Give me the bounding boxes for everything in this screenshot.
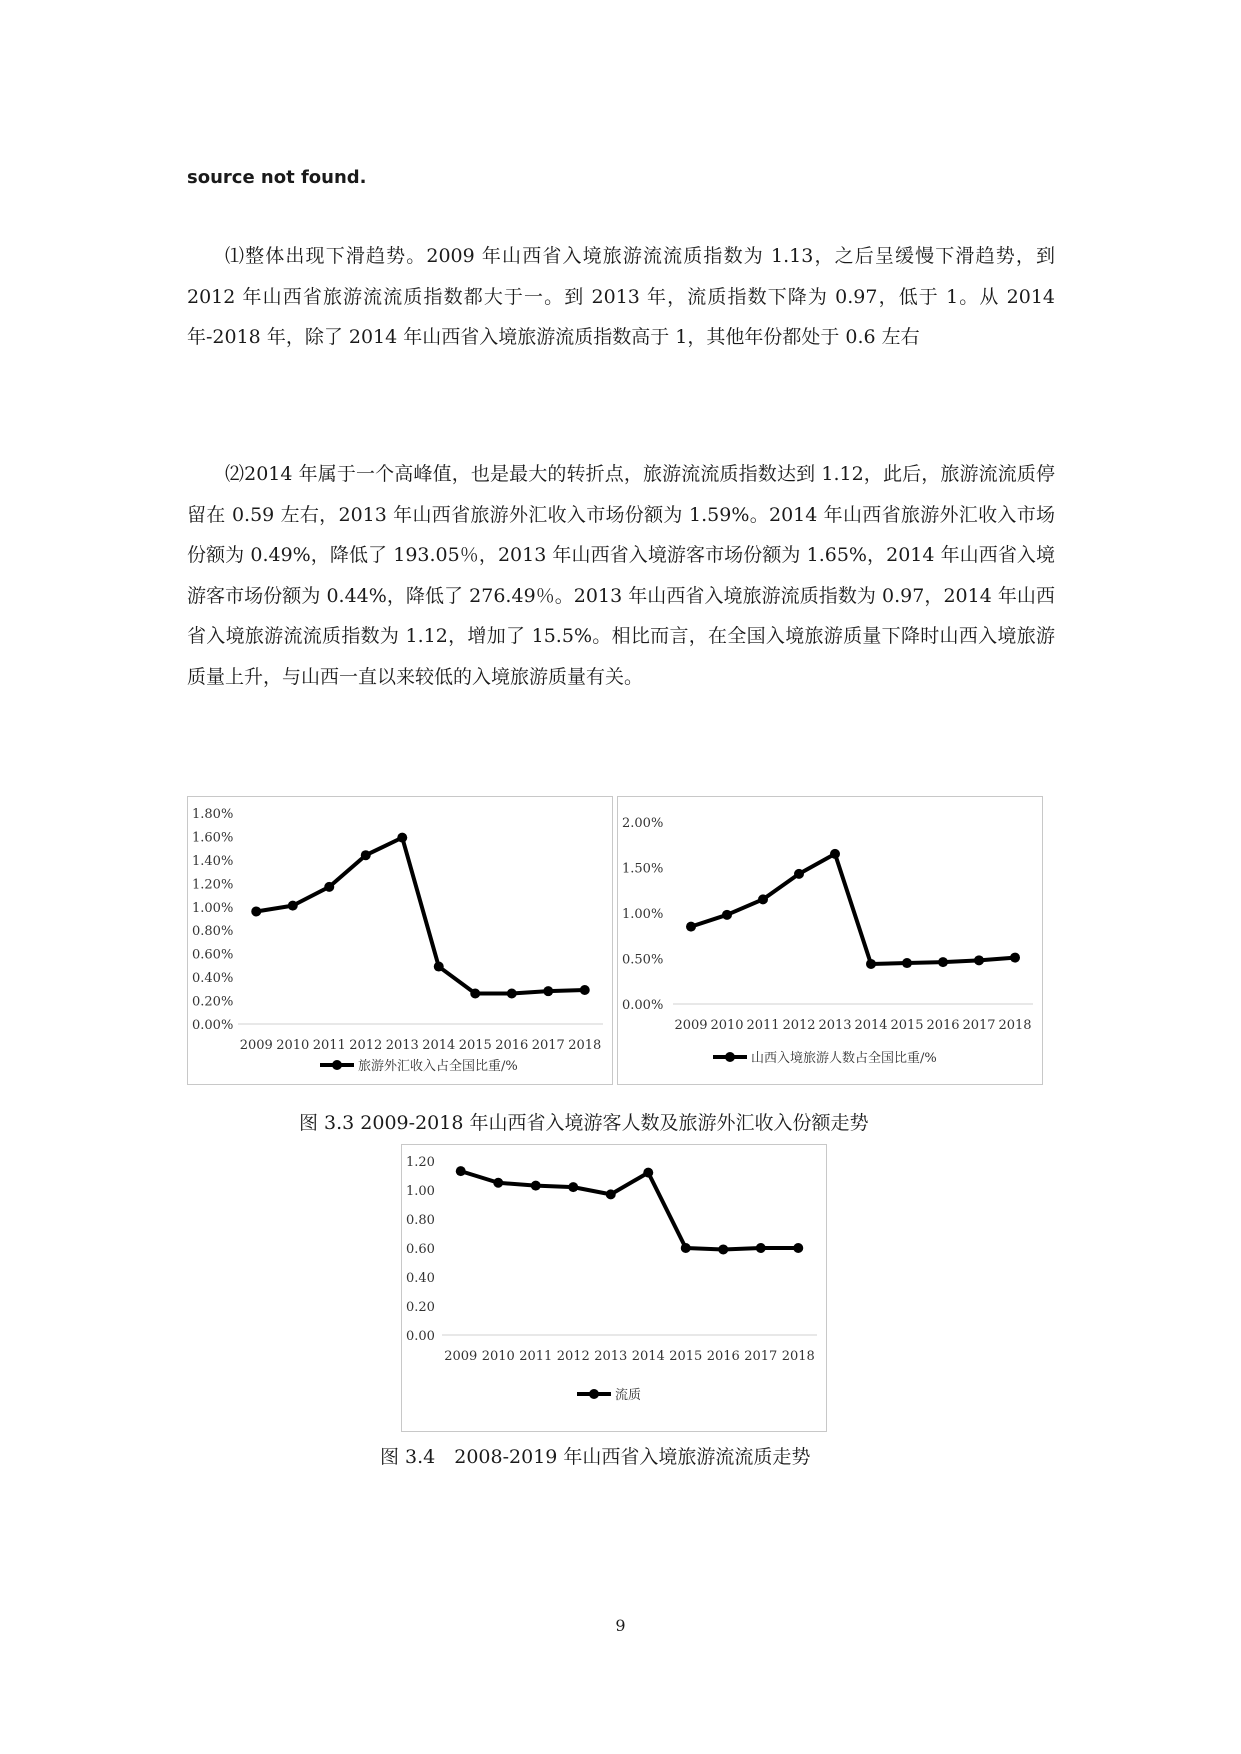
y-tick-label: 1.60% <box>192 830 234 846</box>
x-tick-label: 2012 <box>782 1018 816 1033</box>
data-point <box>1010 953 1020 963</box>
y-tick-label: 0.50% <box>622 952 664 968</box>
x-tick-label: 2015 <box>890 1018 924 1033</box>
x-tick-label: 2011 <box>519 1349 553 1364</box>
legend-label: 流质 <box>615 1388 642 1403</box>
chart-flow-quality-svg <box>402 1145 826 1431</box>
y-tick-label: 0.40% <box>192 971 234 987</box>
data-point <box>722 910 732 920</box>
y-tick-label: 1.00% <box>192 900 234 916</box>
page-number: 9 <box>615 1616 626 1635</box>
x-tick-label: 2015 <box>458 1038 492 1053</box>
data-point <box>456 1166 466 1176</box>
y-tick-label: 0.60 <box>406 1242 435 1257</box>
x-tick-label: 2014 <box>854 1018 888 1033</box>
x-tick-label: 2009 <box>674 1018 708 1033</box>
data-point <box>288 901 298 911</box>
data-point <box>793 1243 803 1253</box>
data-point <box>324 882 334 892</box>
x-tick-label: 2016 <box>926 1018 960 1033</box>
x-tick-label: 2010 <box>481 1349 515 1364</box>
data-point <box>794 869 804 879</box>
y-tick-label: 1.00% <box>622 907 664 922</box>
series-line <box>461 1171 799 1249</box>
chart-visitor-share <box>617 796 1043 1085</box>
data-point <box>830 849 840 859</box>
data-point <box>902 958 912 968</box>
x-tick-label: 2013 <box>818 1018 852 1033</box>
y-tick-label: 0.40 <box>406 1271 435 1286</box>
y-tick-label: 2.00% <box>622 816 664 831</box>
data-point <box>938 957 948 967</box>
x-tick-label: 2010 <box>710 1018 744 1033</box>
data-point <box>507 989 517 999</box>
x-tick-label: 2014 <box>422 1038 456 1053</box>
x-tick-label: 2012 <box>556 1349 590 1364</box>
data-point <box>493 1178 503 1188</box>
y-tick-label: 0.80% <box>192 924 234 940</box>
x-tick-label: 2011 <box>312 1038 346 1053</box>
legend-label: 山西入境旅游人数占全国比重/% <box>751 1051 937 1066</box>
x-tick-label: 2013 <box>594 1349 628 1364</box>
legend-marker <box>589 1389 599 1399</box>
data-point <box>580 985 590 995</box>
data-point <box>643 1168 653 1178</box>
figure-caption-3-3: 图 3.3 2009-2018 年山西省入境游客人数及旅游外汇收入份额走势 <box>299 1112 869 1134</box>
data-point <box>756 1243 766 1253</box>
x-tick-label: 2012 <box>349 1038 383 1053</box>
chart-visitor-share-svg <box>618 797 1042 1084</box>
data-point <box>686 922 696 932</box>
legend-marker <box>332 1060 342 1070</box>
data-point <box>434 962 444 972</box>
data-point <box>251 906 261 916</box>
data-point <box>758 894 768 904</box>
x-tick-label: 2015 <box>669 1349 703 1364</box>
data-point <box>606 1189 616 1199</box>
y-tick-label: 1.50% <box>622 861 664 877</box>
y-tick-label: 1.00 <box>406 1184 435 1199</box>
data-point <box>543 986 553 996</box>
data-point <box>361 850 371 860</box>
fragment-text: source not found. <box>187 167 367 188</box>
x-tick-label: 2016 <box>495 1038 529 1053</box>
y-tick-label: 1.20% <box>192 877 234 893</box>
data-point <box>866 959 876 969</box>
x-tick-label: 2016 <box>706 1349 740 1364</box>
x-tick-label: 2018 <box>998 1018 1032 1033</box>
data-point <box>718 1244 728 1254</box>
chart-fx-share-svg <box>188 797 612 1084</box>
x-tick-label: 2017 <box>962 1018 996 1033</box>
x-tick-label: 2009 <box>239 1038 273 1053</box>
data-point <box>397 833 407 843</box>
legend-marker <box>725 1052 735 1062</box>
y-tick-label: 0.20 <box>406 1300 435 1315</box>
y-tick-label: 0.60% <box>192 947 234 963</box>
x-tick-label: 2018 <box>568 1038 602 1053</box>
paragraph-2: ⑵2014 年属于一个高峰值，也是最大的转折点，旅游流流质指数达到 1.12，此后，旅游流流质停留在 0.59 左右，2013 年山西省旅游外汇收入市场份额为 1.59%。2014 年山西省旅游外汇收入市场份额为 0.49%，降低了 193.05％，2013 年山西省入境游客市场份额为 1.65%，2014 年山西省入境游客市场份额为 0.44%，降低了 276.49％。2013 年山西省入境旅游流质指数为 0.97，2014 年山西省入境旅游流流质指数为 1.12，增加了 15.5%。相比而言，在全国入境旅游质量下降时山西入境旅游质量上升，与山西一直以来较低的入境旅游质量有关。 <box>187 463 1055 688</box>
x-tick-label: 2017 <box>531 1038 565 1053</box>
series-line <box>256 838 585 994</box>
x-tick-label: 2013 <box>385 1038 419 1053</box>
y-tick-label: 0.20% <box>192 994 234 1010</box>
paragraph-1: ⑴整体出现下滑趋势。2009 年山西省入境旅游流流质指数为 1.13，之后呈缓慢下滑趋势，到 2012 年山西省旅游流流质指数都大于一。到 2013 年，流质指数下降为 0.97，低于 1。从 2014 年-2018 年，除了 2014 年山西省入境旅游流质指数高于 1，其他年份都处于 0.6 左右 <box>187 245 1055 348</box>
chart-fx-share <box>187 796 613 1085</box>
y-tick-label: 0.80 <box>406 1213 435 1228</box>
y-tick-label: 0.00 <box>406 1329 435 1344</box>
x-tick-label: 2009 <box>444 1349 478 1364</box>
x-tick-label: 2011 <box>746 1018 780 1033</box>
y-tick-label: 1.20 <box>406 1155 435 1170</box>
data-point <box>568 1182 578 1192</box>
data-point <box>531 1181 541 1191</box>
figure-caption-3-4: 图 3.4 2008-2019 年山西省入境旅游流流质走势 <box>380 1446 811 1468</box>
x-tick-label: 2017 <box>744 1349 778 1364</box>
y-tick-label: 0.00% <box>192 1018 234 1033</box>
x-tick-label: 2018 <box>781 1349 815 1364</box>
legend-label: 旅游外汇收入占全国比重/% <box>358 1059 518 1074</box>
y-tick-label: 1.80% <box>192 807 234 822</box>
x-tick-label: 2010 <box>276 1038 310 1053</box>
y-tick-label: 1.40% <box>192 853 234 869</box>
data-point <box>470 989 480 999</box>
series-line <box>691 854 1015 964</box>
data-point <box>974 955 984 965</box>
x-tick-label: 2014 <box>631 1349 665 1364</box>
chart-flow-quality <box>401 1144 827 1432</box>
data-point <box>681 1243 691 1253</box>
y-tick-label: 0.00% <box>622 998 664 1013</box>
